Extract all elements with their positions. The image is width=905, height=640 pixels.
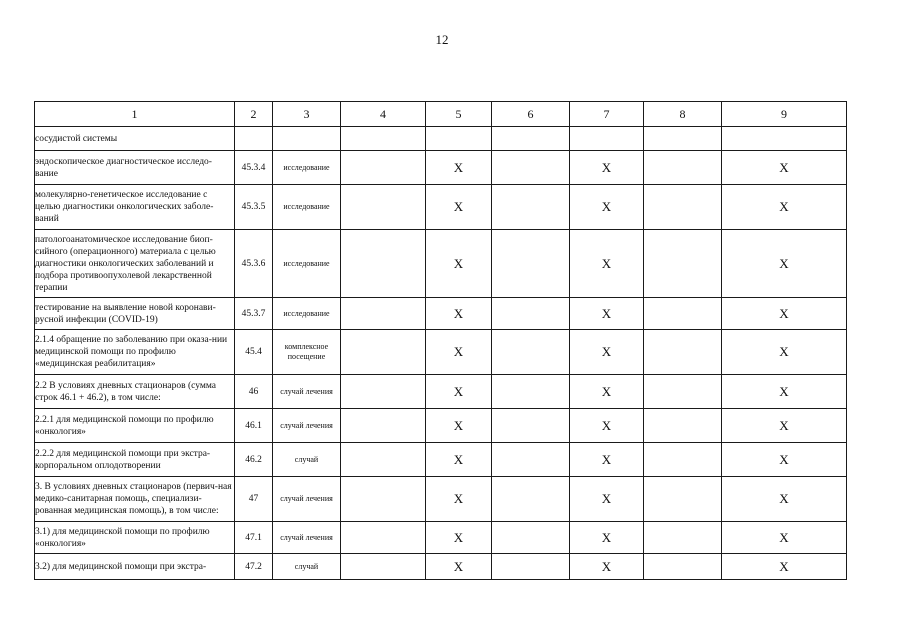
data-table xyxy=(34,101,847,580)
mark-cell-col5 xyxy=(426,127,492,151)
mark-cell-col5: X xyxy=(426,185,492,230)
table-row xyxy=(35,185,847,230)
empty-cell-col3 xyxy=(341,230,426,298)
row-code-cell xyxy=(235,127,273,151)
row-name-cell: 2.2.1 для медицинской помощи по профилю «онкология» xyxy=(35,409,235,443)
empty-cell-col8 xyxy=(644,522,722,554)
mark-cell-col9 xyxy=(722,127,847,151)
row-unit-cell: случай лечения xyxy=(273,375,341,409)
header-cell-col4: 4 xyxy=(341,102,426,127)
header-cell-col9: 9 xyxy=(722,102,847,127)
header-cell-col7: 7 xyxy=(570,102,644,127)
header-cell-col8: 8 xyxy=(644,102,722,127)
empty-cell-col6 xyxy=(492,185,570,230)
table-row xyxy=(35,230,847,298)
empty-cell-col8 xyxy=(644,298,722,330)
mark-cell-col7: X xyxy=(570,151,644,185)
row-code-cell: 45.3.7 xyxy=(235,298,273,330)
mark-cell-col7: X xyxy=(570,554,644,580)
mark-cell-col7: X xyxy=(570,185,644,230)
empty-cell-col8 xyxy=(644,330,722,375)
mark-cell-col9: X xyxy=(722,522,847,554)
row-name-cell: 2.2 В условиях дневных стационаров (сумма строк 46.1 + 46.2), в том числе: xyxy=(35,375,235,409)
mark-cell-col7: X xyxy=(570,522,644,554)
row-unit-cell: комплексное посещение xyxy=(273,330,341,375)
empty-cell-col8 xyxy=(644,151,722,185)
header-cell-col1: 1 xyxy=(35,102,235,127)
row-unit-cell: исследование xyxy=(273,298,341,330)
row-name-cell: 2.1.4 обращение по заболеванию при оказа-нии медицинской помощи по профилю «медицинская реабилитация» xyxy=(35,330,235,375)
row-name-cell: эндоскопическое диагностическое исследо-вание xyxy=(35,151,235,185)
mark-cell-col7: X xyxy=(570,230,644,298)
mark-cell-col5: X xyxy=(426,443,492,477)
row-unit-cell: случай xyxy=(273,554,341,580)
empty-cell-col6 xyxy=(492,477,570,522)
mark-cell-col9: X xyxy=(722,151,847,185)
empty-cell-col6 xyxy=(492,522,570,554)
row-code-cell: 45.3.5 xyxy=(235,185,273,230)
mark-cell-col5: X xyxy=(426,522,492,554)
row-name-cell: молекулярно-генетическое исследование с целью диагностики онкологических заболе-ваний xyxy=(35,185,235,230)
empty-cell-col3 xyxy=(341,127,426,151)
empty-cell-col3 xyxy=(341,298,426,330)
mark-cell-col7: X xyxy=(570,409,644,443)
empty-cell-col8 xyxy=(644,554,722,580)
row-unit-cell: исследование xyxy=(273,151,341,185)
table-row xyxy=(35,375,847,409)
table-row xyxy=(35,477,847,522)
empty-cell-col6 xyxy=(492,554,570,580)
mark-cell-col9: X xyxy=(722,230,847,298)
empty-cell-col3 xyxy=(341,522,426,554)
table-body xyxy=(35,102,847,580)
page-number: 12 xyxy=(435,32,449,47)
row-code-cell: 45.4 xyxy=(235,330,273,375)
table-header-row xyxy=(35,102,847,127)
row-unit-cell: случай xyxy=(273,443,341,477)
empty-cell-col6 xyxy=(492,330,570,375)
empty-cell-col3 xyxy=(341,409,426,443)
mark-cell-col5: X xyxy=(426,298,492,330)
mark-cell-col5: X xyxy=(426,330,492,375)
table-row xyxy=(35,330,847,375)
empty-cell-col8 xyxy=(644,443,722,477)
empty-cell-col6 xyxy=(492,127,570,151)
row-code-cell: 47 xyxy=(235,477,273,522)
empty-cell-col3 xyxy=(341,477,426,522)
empty-cell-col3 xyxy=(341,375,426,409)
row-unit-cell: исследование xyxy=(273,185,341,230)
header-cell-col6: 6 xyxy=(492,102,570,127)
empty-cell-col8 xyxy=(644,375,722,409)
row-unit-cell: случай лечения xyxy=(273,522,341,554)
mark-cell-col5: X xyxy=(426,554,492,580)
empty-cell-col6 xyxy=(492,230,570,298)
mark-cell-col7: X xyxy=(570,477,644,522)
row-name-cell: сосудистой системы xyxy=(35,127,235,151)
empty-cell-col3 xyxy=(341,330,426,375)
mark-cell-col9: X xyxy=(722,477,847,522)
row-code-cell: 46.1 xyxy=(235,409,273,443)
row-unit-cell: случай лечения xyxy=(273,409,341,443)
row-unit-cell xyxy=(273,127,341,151)
row-name-cell: 3.1) для медицинской помощи по профилю «онкология» xyxy=(35,522,235,554)
empty-cell-col3 xyxy=(341,554,426,580)
row-unit-cell: исследование xyxy=(273,230,341,298)
row-code-cell: 47.1 xyxy=(235,522,273,554)
row-name-cell: тестирование на выявление новой коронави-русной инфекции (COVID-19) xyxy=(35,298,235,330)
row-code-cell: 45.3.6 xyxy=(235,230,273,298)
mark-cell-col7: X xyxy=(570,375,644,409)
row-name-cell: патологоанатомическое исследование биоп-сийного (операционного) материала с целью диагностики онкологических заболеваний и подбора противоопухолевой лекарственной терапии xyxy=(35,230,235,298)
empty-cell-col8 xyxy=(644,230,722,298)
table-row xyxy=(35,298,847,330)
header-cell-col3: 3 xyxy=(273,102,341,127)
mark-cell-col9: X xyxy=(722,185,847,230)
table-row xyxy=(35,409,847,443)
header-cell-col2: 2 xyxy=(235,102,273,127)
row-unit-cell: случай лечения xyxy=(273,477,341,522)
row-code-cell: 47.2 xyxy=(235,554,273,580)
row-code-cell: 46.2 xyxy=(235,443,273,477)
row-name-cell: 2.2.2 для медицинской помощи при экстра-корпоральном оплодотворении xyxy=(35,443,235,477)
empty-cell-col6 xyxy=(492,298,570,330)
mark-cell-col5: X xyxy=(426,477,492,522)
table-row xyxy=(35,127,847,151)
empty-cell-col8 xyxy=(644,127,722,151)
empty-cell-col3 xyxy=(341,151,426,185)
empty-cell-col6 xyxy=(492,375,570,409)
mark-cell-col9: X xyxy=(722,330,847,375)
mark-cell-col9: X xyxy=(722,409,847,443)
empty-cell-col3 xyxy=(341,443,426,477)
row-name-cell: 3. В условиях дневных стационаров (первич-ная медико-санитарная помощь, специализи-рованная медицинская помощь), в том числе: xyxy=(35,477,235,522)
mark-cell-col9: X xyxy=(722,298,847,330)
row-name-cell: 3.2) для медицинской помощи при экстра- xyxy=(35,554,235,580)
empty-cell-col8 xyxy=(644,409,722,443)
mark-cell-col9: X xyxy=(722,443,847,477)
mark-cell-col7 xyxy=(570,127,644,151)
table-row xyxy=(35,554,847,580)
empty-cell-col6 xyxy=(492,151,570,185)
mark-cell-col5: X xyxy=(426,409,492,443)
header-cell-col5: 5 xyxy=(426,102,492,127)
empty-cell-col6 xyxy=(492,409,570,443)
mark-cell-col5: X xyxy=(426,230,492,298)
table-row xyxy=(35,151,847,185)
mark-cell-col7: X xyxy=(570,298,644,330)
table-row xyxy=(35,522,847,554)
mark-cell-col5: X xyxy=(426,375,492,409)
empty-cell-col8 xyxy=(644,185,722,230)
mark-cell-col7: X xyxy=(570,443,644,477)
empty-cell-col3 xyxy=(341,185,426,230)
empty-cell-col8 xyxy=(644,477,722,522)
mark-cell-col9: X xyxy=(722,554,847,580)
row-code-cell: 45.3.4 xyxy=(235,151,273,185)
mark-cell-col7: X xyxy=(570,330,644,375)
mark-cell-col5: X xyxy=(426,151,492,185)
table-row xyxy=(35,443,847,477)
empty-cell-col6 xyxy=(492,443,570,477)
row-code-cell: 46 xyxy=(235,375,273,409)
mark-cell-col9: X xyxy=(722,375,847,409)
